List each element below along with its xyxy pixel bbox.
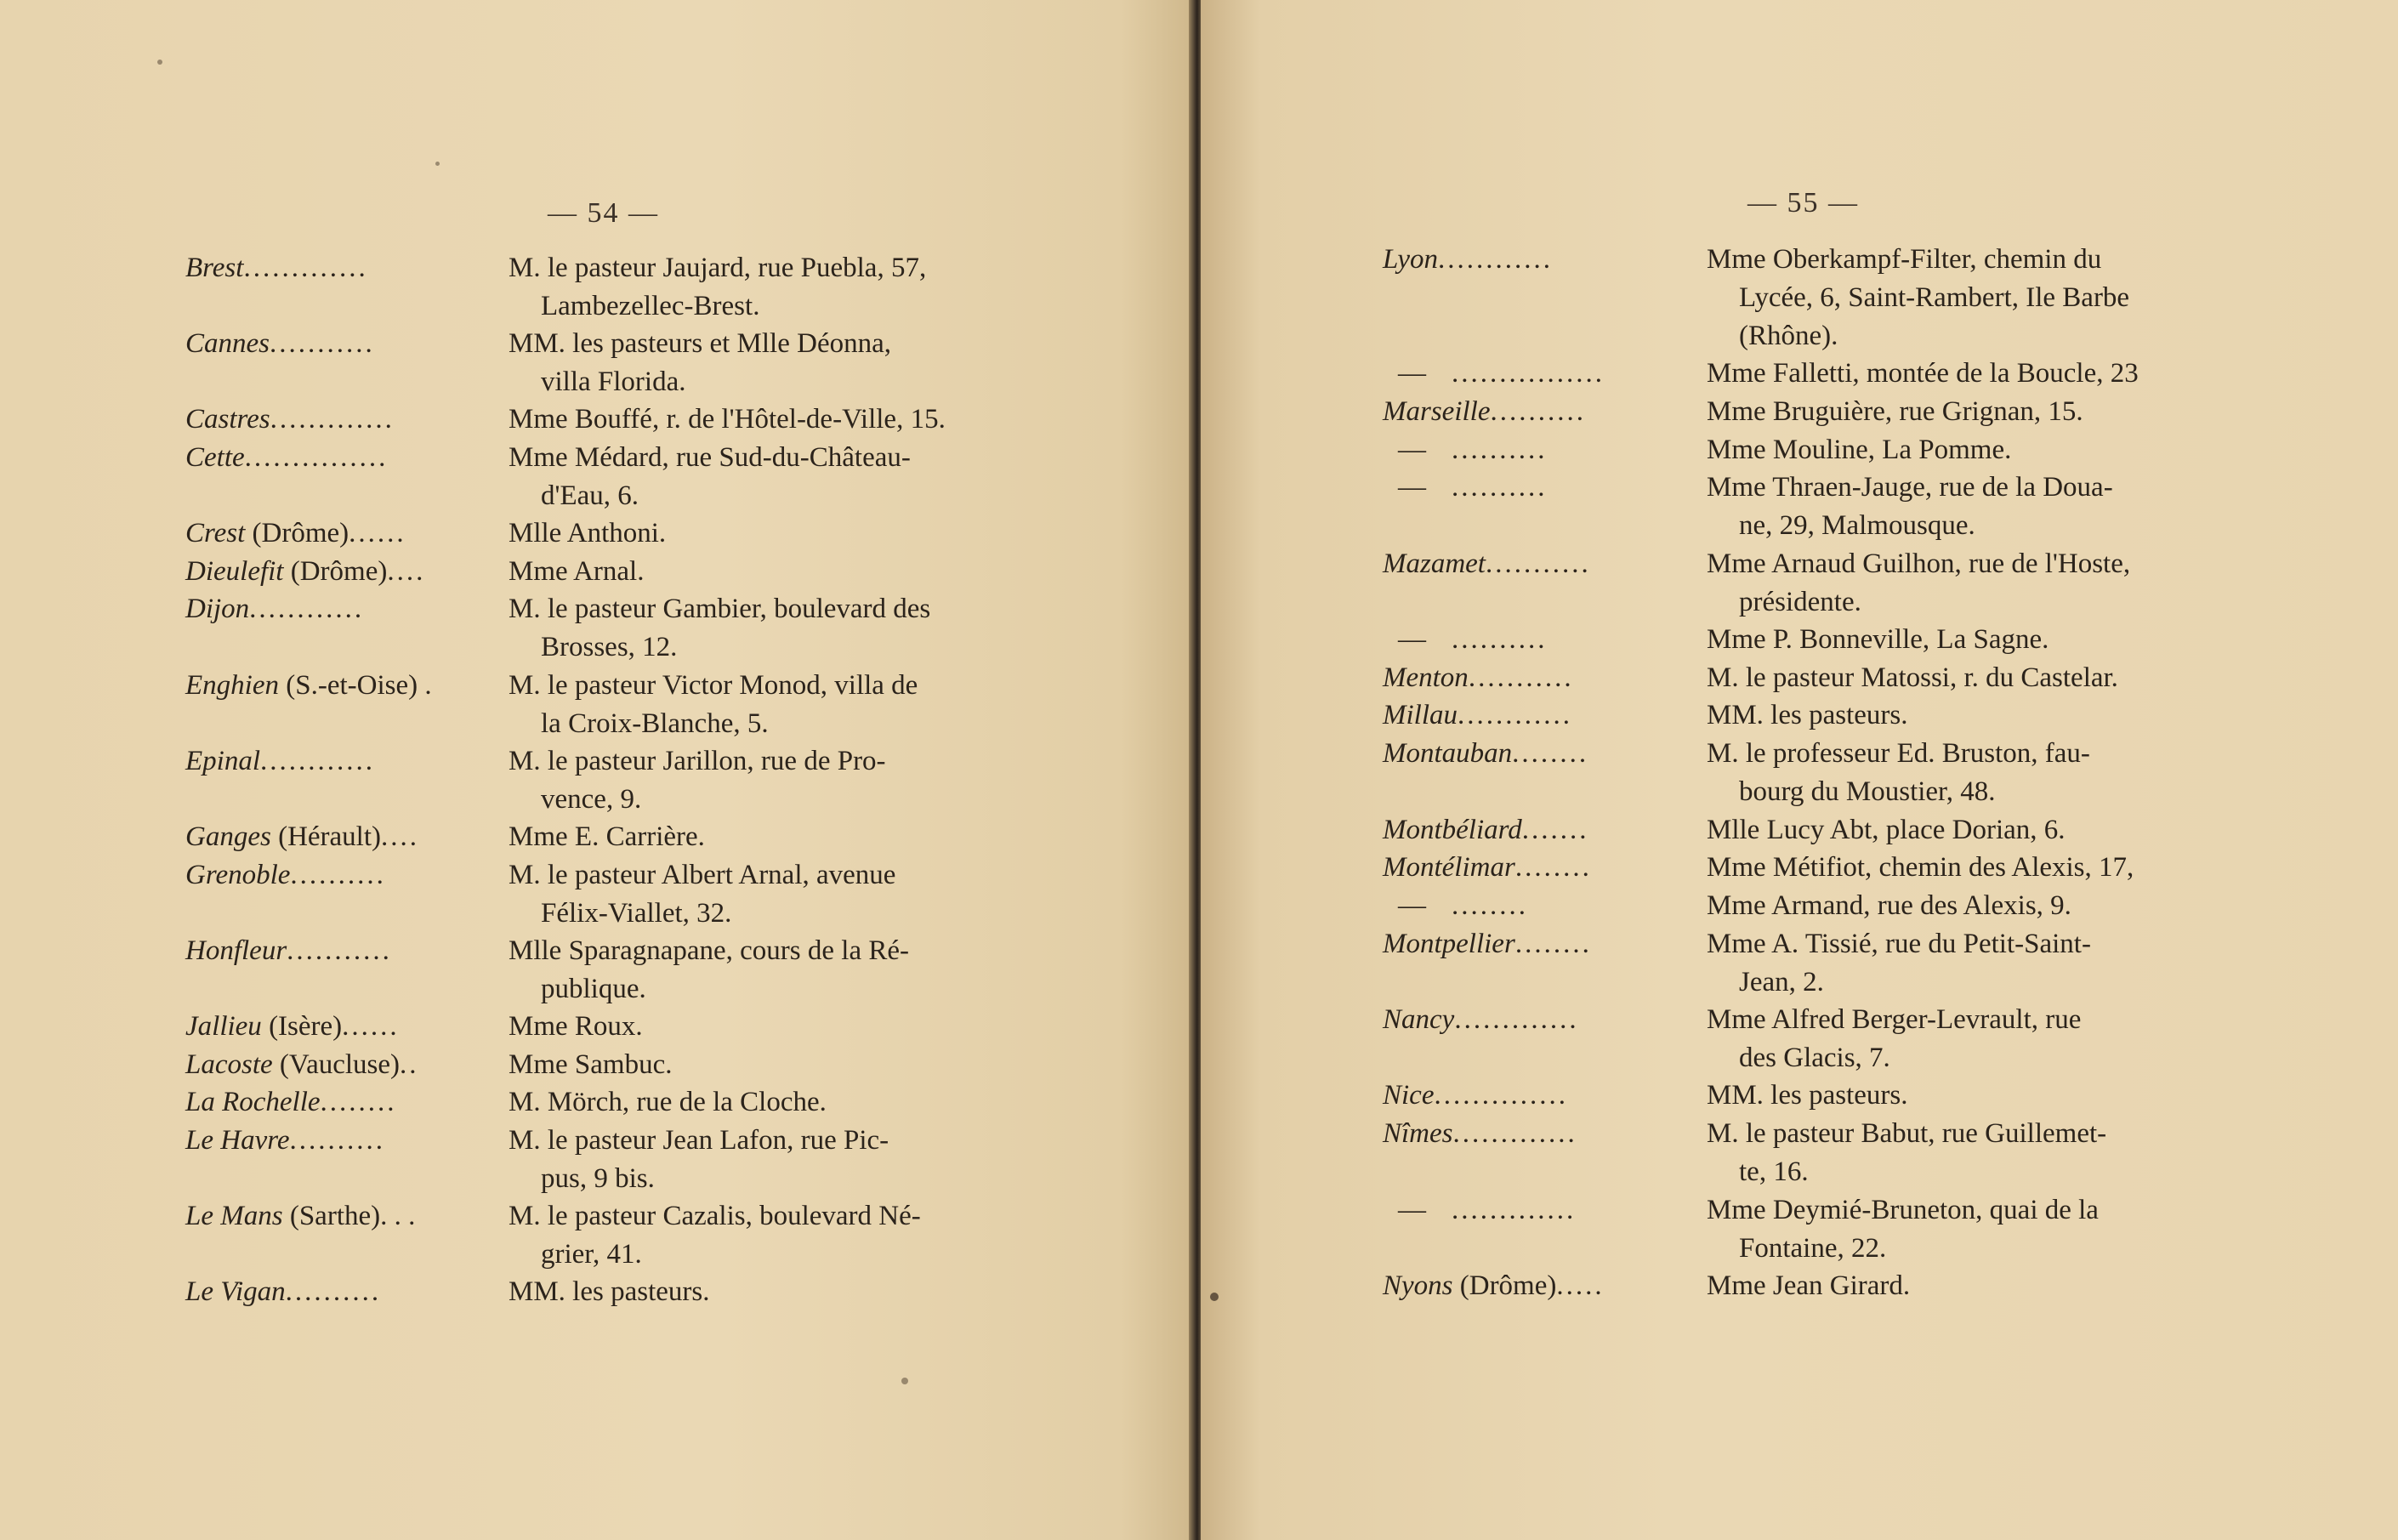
city-note: (Drôme)	[245, 518, 349, 549]
entry-address	[1707, 887, 2071, 925]
address-line: des Glacis, 7.	[1739, 1043, 1890, 1073]
city-name: Mazamet	[1383, 548, 1486, 579]
address-line: Mme A. Tissié, rue du Petit-Saint-	[1707, 928, 2091, 959]
leader-dots: ........	[1452, 889, 1528, 921]
address-line: villa Florida.	[541, 367, 686, 398]
address-line: M. le pasteur Victor Monod, villa de	[509, 669, 918, 701]
entry-address	[509, 1122, 889, 1198]
entry-city	[1383, 431, 1548, 469]
entry-address	[1707, 1115, 2106, 1191]
entry-address	[509, 667, 918, 743]
leader-dots: .............	[1452, 1118, 1577, 1150]
city-name: Le Vigan	[185, 1276, 286, 1308]
city-name: Nancy	[1383, 1004, 1455, 1035]
address-line: Fontaine, 22.	[1739, 1232, 1887, 1264]
city-name: Cannes	[185, 328, 270, 360]
address-line: Brosses, 12.	[541, 632, 678, 663]
address-line: Lycée, 6, Saint-Rambert, Ile Barbe	[1739, 282, 2130, 313]
entry-address	[1707, 545, 2130, 622]
entry-address	[1707, 1001, 2081, 1077]
leader-dots: ............	[249, 594, 365, 625]
entry-address	[1707, 696, 1907, 735]
left-page	[0, 0, 1192, 1540]
leader-dots: ..........	[285, 1276, 382, 1308]
city-note: (Isère)	[261, 1011, 343, 1042]
city-name: Montbéliard	[1383, 814, 1522, 845]
leader-dots: ......	[349, 518, 406, 549]
address-line: te, 16.	[1739, 1156, 1809, 1188]
address-line: MM. les pasteurs.	[509, 1276, 710, 1308]
address-line: Mme Alfred Berger-Levrault, rue	[1707, 1004, 2082, 1035]
entry-city	[185, 1197, 415, 1236]
entry-address	[509, 401, 946, 439]
leader-dots: ..........	[290, 859, 386, 890]
address-line: d'Eau, 6.	[541, 480, 639, 511]
address-line: pus, 9 bis.	[541, 1162, 655, 1194]
entry-address	[509, 514, 666, 553]
address-line: MM. les pasteurs.	[1707, 1080, 1908, 1111]
entry-address	[509, 1197, 921, 1274]
address-line: Mlle Lucy Abt, place Dorian, 6.	[1707, 814, 2066, 845]
address-line: Mme Roux.	[509, 1011, 643, 1042]
address-line: M. le pasteur Jaujard, rue Puebla, 57,	[509, 253, 927, 283]
city-name: La Rochelle	[185, 1087, 321, 1118]
city-name: Crest	[185, 518, 246, 549]
entry-address	[1707, 355, 2139, 393]
page-number: — 54 —	[548, 197, 659, 229]
entry-city	[185, 401, 395, 439]
entry-city	[185, 553, 425, 591]
entry-address	[1707, 659, 2118, 697]
leader-dots: ....	[381, 821, 420, 852]
entry-city	[1383, 925, 1592, 963]
entry-address	[509, 1008, 643, 1046]
entry-city	[1383, 393, 1586, 431]
entry-city	[1383, 1115, 1577, 1153]
leader-dots: ...........	[287, 935, 392, 966]
address-line: ne, 29, Malmousque.	[1739, 510, 1975, 542]
entry-city	[1383, 1001, 1579, 1039]
address-line: Mme E. Carrière.	[509, 821, 705, 852]
entry-address	[1707, 1191, 2099, 1268]
city-name: Nyons	[1383, 1270, 1453, 1301]
city-name: —	[1398, 1194, 1426, 1225]
entry-city	[1383, 811, 1589, 850]
address-line: présidente.	[1739, 586, 1861, 617]
entry-address	[1707, 811, 2066, 850]
city-name: Enghien	[185, 669, 279, 701]
city-note: (Drôme)	[283, 555, 388, 587]
leader-dots: ..............	[1434, 1080, 1568, 1111]
paper-speck	[1210, 1293, 1219, 1301]
entry-city	[185, 325, 375, 363]
entry-city	[185, 590, 364, 628]
entry-city	[185, 514, 406, 553]
entry-address	[1707, 1267, 1910, 1305]
address-line: M. le pasteur Gambier, boulevard des	[509, 594, 931, 625]
address-line: M. le pasteur Matossi, r. du Castelar.	[1707, 662, 2118, 693]
entry-address	[1707, 469, 2113, 545]
page-number: — 55 —	[1747, 187, 1859, 219]
right-page	[1201, 0, 2398, 1540]
address-line: Mme P. Bonneville, La Sagne.	[1707, 624, 2049, 655]
leader-dots: ..........	[1452, 472, 1548, 503]
city-note: (Hérault)	[270, 821, 382, 852]
address-line: publique.	[541, 973, 646, 1004]
entry-city	[1383, 659, 1574, 697]
address-line: Félix-Viallet, 32.	[541, 897, 732, 929]
leader-dots: .............	[1452, 1194, 1577, 1225]
address-line: Mme Falletti, montée de la Boucle, 23	[1707, 358, 2139, 389]
entry-city	[1383, 887, 1528, 925]
city-name: Lacoste	[185, 1048, 273, 1080]
address-line: M. Mörch, rue de la Cloche.	[509, 1087, 827, 1118]
leader-dots: ...........	[1485, 548, 1591, 579]
leader-dots: .....	[1556, 1270, 1605, 1301]
address-line: Mme Métifiot, chemin des Alexis, 17,	[1707, 852, 2134, 884]
leader-dots: ........	[1514, 852, 1592, 884]
address-line: M. le professeur Ed. Bruston, fau-	[1707, 738, 2090, 770]
city-name: Montauban	[1383, 738, 1513, 770]
entry-city	[1383, 1267, 1605, 1305]
city-name: Brest	[185, 253, 244, 283]
city-note: (Drôme)	[1452, 1270, 1557, 1301]
address-line: MM. les pasteurs.	[1707, 700, 1908, 731]
address-line: Mlle Sparagnapane, cours de la Ré-	[509, 935, 909, 966]
entry-city	[185, 1008, 400, 1046]
leader-dots: ............	[260, 745, 375, 776]
leader-dots: ..........	[1490, 395, 1586, 427]
entry-city	[185, 1046, 419, 1084]
entry-city	[185, 439, 388, 477]
entry-address	[1707, 849, 2134, 887]
city-name: —	[1398, 889, 1426, 921]
leader-dots: ..	[400, 1048, 419, 1080]
city-name: —	[1398, 472, 1426, 503]
entry-address	[1707, 393, 2083, 431]
entry-city	[1383, 849, 1592, 887]
entry-address	[509, 553, 644, 591]
leader-dots: ................	[1452, 358, 1605, 389]
city-name: Montpellier	[1383, 928, 1515, 959]
leader-dots: ............	[1458, 700, 1572, 731]
city-name: Dieulefit	[185, 555, 284, 587]
leader-dots: ............	[1438, 244, 1554, 275]
leader-dots: ...............	[244, 442, 389, 473]
address-line: M. le pasteur Jean Lafon, rue Pic-	[509, 1124, 889, 1156]
city-name: —	[1398, 624, 1426, 655]
city-name: Dijon	[185, 594, 250, 625]
city-name: —	[1398, 358, 1426, 389]
entry-city	[1383, 696, 1572, 735]
address-line: Jean, 2.	[1739, 966, 1824, 997]
entry-address	[509, 932, 909, 1009]
entry-address	[509, 325, 891, 401]
entry-address	[509, 1273, 709, 1311]
city-name: Le Havre	[185, 1124, 290, 1156]
address-line: la Croix-Blanche, 5.	[541, 707, 769, 739]
address-line: Mme Arnaud Guilhon, rue de l'Hoste,	[1707, 548, 2131, 579]
address-line: grier, 41.	[541, 1239, 642, 1270]
city-name: Nice	[1383, 1080, 1435, 1111]
city-name: Menton	[1383, 662, 1469, 693]
leader-dots: ...........	[270, 328, 375, 360]
address-line: Mme Deymié-Bruneton, quai de la	[1707, 1194, 2099, 1225]
city-note: (Sarthe). . .	[282, 1201, 416, 1231]
city-name: Nîmes	[1383, 1118, 1453, 1150]
paper-speck	[157, 60, 162, 65]
city-name: —	[1398, 434, 1426, 465]
leader-dots: .............	[243, 253, 368, 283]
leader-dots: .............	[1454, 1004, 1579, 1035]
city-name: Grenoble	[185, 859, 291, 890]
leader-dots: ........	[1512, 738, 1589, 770]
entry-city	[185, 1122, 385, 1160]
entry-address	[1707, 241, 2129, 355]
entry-city	[185, 742, 375, 781]
entry-city	[185, 667, 432, 705]
entry-city	[185, 818, 419, 856]
address-line: M. le pasteur Albert Arnal, avenue	[509, 859, 896, 890]
address-line: bourg du Moustier, 48.	[1739, 776, 1996, 808]
address-line: Mme Thraen-Jauge, rue de la Doua-	[1707, 472, 2113, 503]
leader-dots: ..........	[289, 1124, 385, 1156]
entry-city	[185, 932, 392, 970]
entry-address	[1707, 925, 2091, 1002]
entry-address	[509, 249, 926, 326]
leader-dots: .............	[270, 404, 395, 435]
address-line: Mme Bouffé, r. de l'Hôtel-de-Ville, 15.	[509, 404, 946, 435]
city-name: Epinal	[185, 745, 260, 776]
city-name: Le Mans	[185, 1201, 283, 1231]
address-line: Mme Oberkampf-Filter, chemin du	[1707, 244, 2102, 275]
address-line: M. le pasteur Jarillon, rue de Pro-	[509, 745, 886, 776]
city-name: Cette	[185, 442, 245, 473]
address-line: (Rhône).	[1739, 321, 1838, 351]
entry-city	[1383, 355, 1605, 393]
entry-address	[1707, 735, 2090, 811]
entry-city	[1383, 241, 1553, 279]
entry-city	[1383, 735, 1588, 773]
address-line: MM. les pasteurs et Mlle Déonna,	[509, 328, 891, 360]
entry-address	[509, 856, 895, 933]
entry-address	[509, 1083, 827, 1122]
city-note: (S.-et-Oise) .	[278, 669, 432, 701]
entry-city	[1383, 1077, 1568, 1115]
city-name: Ganges	[185, 821, 271, 852]
paper-speck	[435, 162, 440, 166]
address-line: Mme Mouline, La Pomme.	[1707, 434, 2012, 465]
city-name: Honfleur	[185, 935, 287, 966]
leader-dots: .......	[1521, 814, 1589, 845]
entry-address	[509, 1046, 672, 1084]
entry-city	[185, 249, 368, 287]
city-name: Millau	[1383, 700, 1458, 731]
entry-address	[509, 439, 911, 515]
leader-dots: ........	[1514, 928, 1592, 959]
city-name: Montélimar	[1383, 852, 1515, 884]
address-line: Mme Sambuc.	[509, 1048, 673, 1080]
address-line: M. le pasteur Cazalis, boulevard Né-	[509, 1201, 921, 1231]
entry-city	[1383, 1191, 1576, 1230]
address-line: vence, 9.	[541, 783, 642, 815]
address-line: M. le pasteur Babut, rue Guillemet-	[1707, 1118, 2107, 1150]
entry-address	[509, 590, 930, 667]
leader-dots: ....	[387, 555, 426, 587]
address-line: Mme Jean Girard.	[1707, 1270, 1911, 1301]
leader-dots: ........	[320, 1087, 397, 1118]
city-note: (Vaucluse)	[272, 1048, 401, 1080]
address-line: Lambezellec-Brest.	[541, 291, 760, 321]
city-name: Jallieu	[185, 1011, 262, 1042]
entry-address	[509, 818, 705, 856]
entry-city	[185, 856, 386, 895]
entry-address	[1707, 431, 2011, 469]
address-line: Mme Arnal.	[509, 555, 645, 587]
address-line: Mme Bruguière, rue Grignan, 15.	[1707, 395, 2083, 427]
entry-city	[1383, 621, 1548, 659]
city-name: Marseille	[1383, 395, 1491, 427]
entry-city	[185, 1273, 381, 1311]
entry-address	[1707, 621, 2049, 659]
address-line: Mme Armand, rue des Alexis, 9.	[1707, 889, 2071, 921]
address-line: Mme Médard, rue Sud-du-Château-	[509, 442, 911, 473]
entry-city	[185, 1083, 397, 1122]
paper-speck	[901, 1378, 908, 1384]
entry-address	[509, 742, 886, 819]
entry-address	[1707, 1077, 1907, 1115]
city-name: Lyon	[1383, 244, 1439, 275]
address-line: Mlle Anthoni.	[509, 518, 667, 549]
leader-dots: ...........	[1468, 662, 1574, 693]
leader-dots: ..........	[1452, 434, 1548, 465]
leader-dots: ......	[342, 1011, 400, 1042]
city-name: Castres	[185, 404, 270, 435]
leader-dots: ..........	[1452, 624, 1548, 655]
entry-city	[1383, 545, 1591, 583]
entry-city	[1383, 469, 1548, 507]
